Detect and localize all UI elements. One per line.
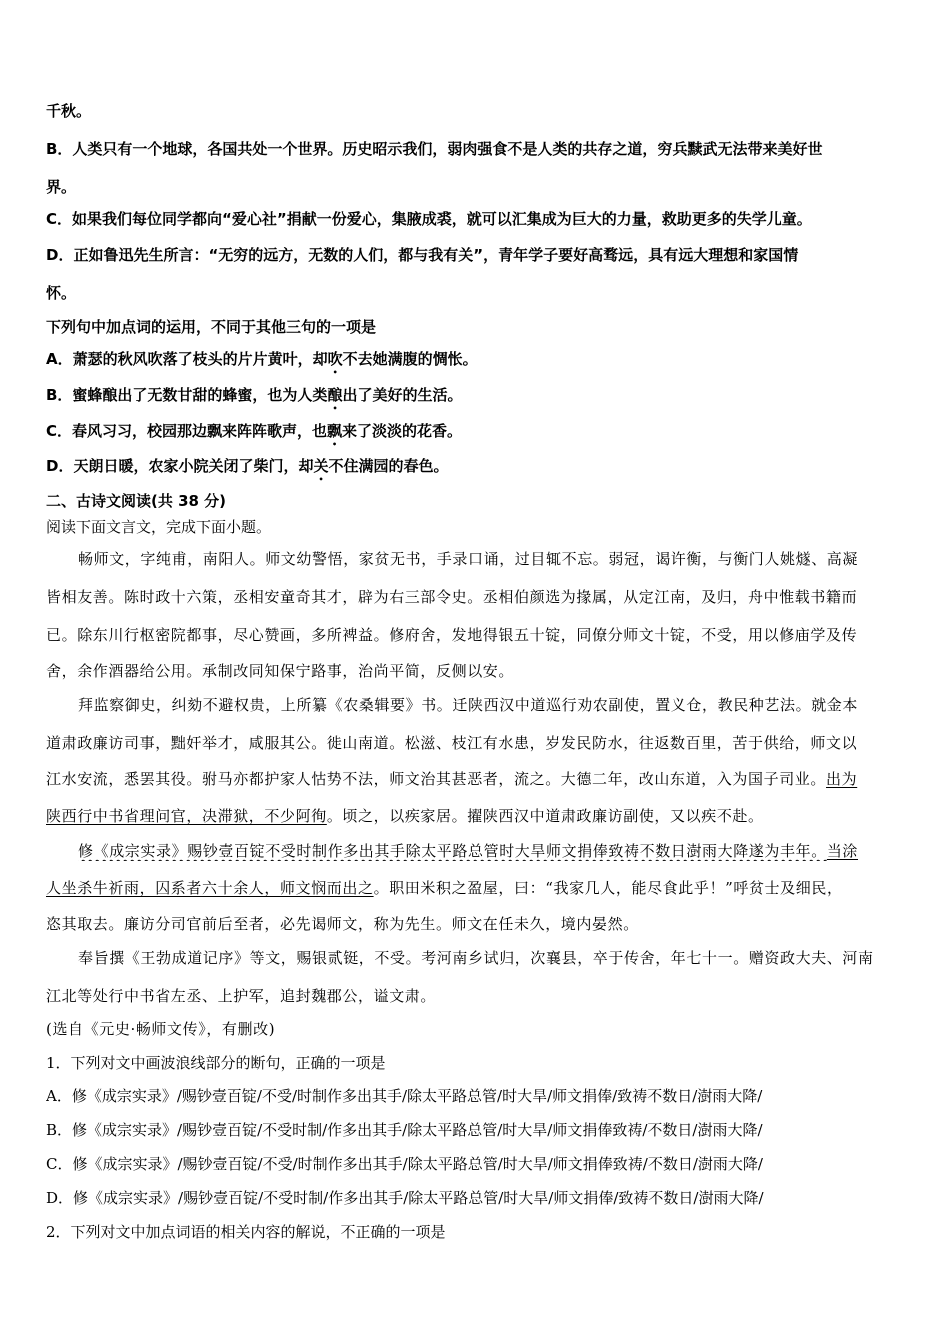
dot-option-d: D．天朗日暖，农家小院关闭了柴门，却关不住满园的春色。 <box>46 457 449 475</box>
passage-p3-line3: 恣其取去。廉访分司官前后至者，必先谒师文，称为先生。师文在任未久，境内晏然。 <box>46 915 639 933</box>
passage-p2-line4: 陕西行中书省理问官，决滞狱，不少阿徇。顷之，以疾家居。擢陕西汉中道肃政廉访副使，又以疾不赴。 <box>46 807 764 825</box>
idiom-b: 穷兵黩武 <box>657 140 718 158</box>
underlined-sentence-2-cont: 人坐杀牛祈雨，囚系者六十余人，师文悯而出之 <box>46 879 374 897</box>
passage-p2-line2: 道肃政廉访司事，黜奸举才，咸服其公。徙山南道。松滋、枝江有水患，岁发民防水，往返数百里，苦于供给，师文以 <box>46 734 858 752</box>
passage-p1-line2: 皆相友善。陈时政十六策，丞相安童奇其才，辟为右三部令史。丞相伯颜选为掾属，从定江南，及归，舟中惟载书籍而 <box>46 588 858 606</box>
dot-option-b: B．蜜蜂酿出了无数甘甜的蜂蜜，也为人类酿出了美好的生活。 <box>46 386 463 404</box>
q1-option-a: A．修《成宗实录》/赐钞壹百锭/不受/时制作多出其手/除太平路总管/时大旱/师文捐俸/致祷不数日/澍雨大降/ <box>46 1087 763 1105</box>
dotted-word-a: 吹 <box>327 350 343 368</box>
dotted-word-d: 关 <box>313 457 329 475</box>
option-c: C．如果我们每位同学都向“爱心社”捐献一份爱心，集腋成裘，就可以汇集成为巨大的力量，救助更多的失学儿童。 <box>46 210 812 228</box>
passage-p4-line1: 奉旨撰《王勃成道记序》等文，赐银贰铤，不受。考河南乡试归，次襄县，卒于传舍，年七十一。赠资政大夫、河南 <box>78 949 874 967</box>
dot-option-c: C．春风习习，校园那边飘来阵阵歌声，也飘来了淡淡的花香。 <box>46 422 463 440</box>
option-a-continuation: 千秋。 <box>46 102 92 120</box>
q1-option-c: C．修《成宗实录》/赐钞壹百锭/不受/时制作多出其手/除太平路总管/时大旱/师文捐俸致祷/不数日/澍雨大降/ <box>46 1155 763 1173</box>
option-d: D．正如鲁迅先生所言：“无穷的远方，无数的人们，都与我有关”，青年学子要好高骛远，具有远大理想和家国情 <box>46 246 799 264</box>
passage-p1-line3: 已。除东川行枢密院都事，尽心赞画，多所裨益。修府舍，发地得银五十锭，同僚分师文十锭，不受，用以修庙学及传 <box>46 626 858 644</box>
wavy-underlined-text: 修《成宗实录》赐钞壹百锭不受时制作多出其手除太平路总管时大旱师文捐俸致祷不数日澍雨大降遂为丰年。 <box>78 842 827 860</box>
passage-p3-line1 <box>46 840 940 861</box>
option-b: B．人类只有一个地球，各国共处一个世界。历史昭示我们，弱肉强食不是人类的共存之道，穷兵黩武无法带来美好世 <box>46 140 823 158</box>
passage-p4-line2: 江北等处行中书省左丞、上护军，追封魏郡公，谥文肃。 <box>46 987 437 1005</box>
passage-p2-line1: 拜监察御史，纠劾不避权贵，上所纂《农桑辑要》书。迁陕西汉中道巡行劝农副使，置义仓，教民种艺法。就金本 <box>78 696 859 714</box>
passage-source: (选自《元史·畅师文传》，有删改) <box>46 1020 276 1038</box>
passage-p1-line4: 舍，余作酒器给公用。承制改同知保宁路事，治尚平简，反侧以安。 <box>46 662 515 680</box>
passage-p2-line3: 江水安流，悉罢其役。驸马亦都护家人怙势不法，师文治其甚恶者，流之。大德二年，改山东道，入为国子司业。出为 <box>46 770 858 788</box>
passage-p3-line2: 人坐杀牛祈雨，囚系者六十余人，师文悯而出之。职田米积之盈屋，曰：“我家几人，能尽食此乎！”呼贫士及细民， <box>46 879 843 897</box>
q1-option-d: D．修《成宗实录》/赐钞壹百锭/不受时制/作多出其手/除太平路总管/时大旱/师文捐俸/致祷不数日/澍雨大降/ <box>46 1189 764 1207</box>
q1-option-b: B．修《成宗实录》/赐钞壹百锭/不受时制/作多出其手/除太平路总管/时大旱/师文捐俸致祷/不数日/澍雨大降/ <box>46 1121 763 1139</box>
passage-p1-line1: 畅师文，字纯甫，南阳人。师文幼警悟，家贫无书，手录口诵，过目辄不忘。弱冠，谒许衡，与衡门人姚燧、高凝 <box>78 550 859 568</box>
underlined-sentence-1-cont: 陕西行中书省理问官，决滞狱，不少阿徇 <box>46 807 327 825</box>
dotted-word-c: 飘 <box>327 422 343 440</box>
dotted-word-b: 酿 <box>327 386 343 404</box>
idiom-c: 集腋成裘 <box>391 210 452 228</box>
dot-question-stem: 下列句中加点词的运用，不同于其他三句的一项是 <box>46 318 377 336</box>
option-b-continuation: 界。 <box>46 178 77 196</box>
section-heading: 二、古诗文阅读(共 38 分) <box>46 492 227 510</box>
underlined-sentence-2: 当涂 <box>826 842 859 860</box>
section-instruction: 阅读下面文言文，完成下面小题。 <box>46 518 272 536</box>
idiom-d: 好高骛远 <box>573 246 634 264</box>
q2-stem: 2．下列对文中加点词语的相关内容的解说，不正确的一项是 <box>46 1223 446 1241</box>
underlined-sentence-1: 出为 <box>826 770 858 788</box>
option-d-continuation: 怀。 <box>46 284 77 302</box>
dot-option-a: A．萧瑟的秋风吹落了枝头的片片黄叶，却吹不去她满腹的惆怅。 <box>46 350 478 368</box>
q1-stem: 1．下列对文中画波浪线部分的断句，正确的一项是 <box>46 1054 386 1072</box>
